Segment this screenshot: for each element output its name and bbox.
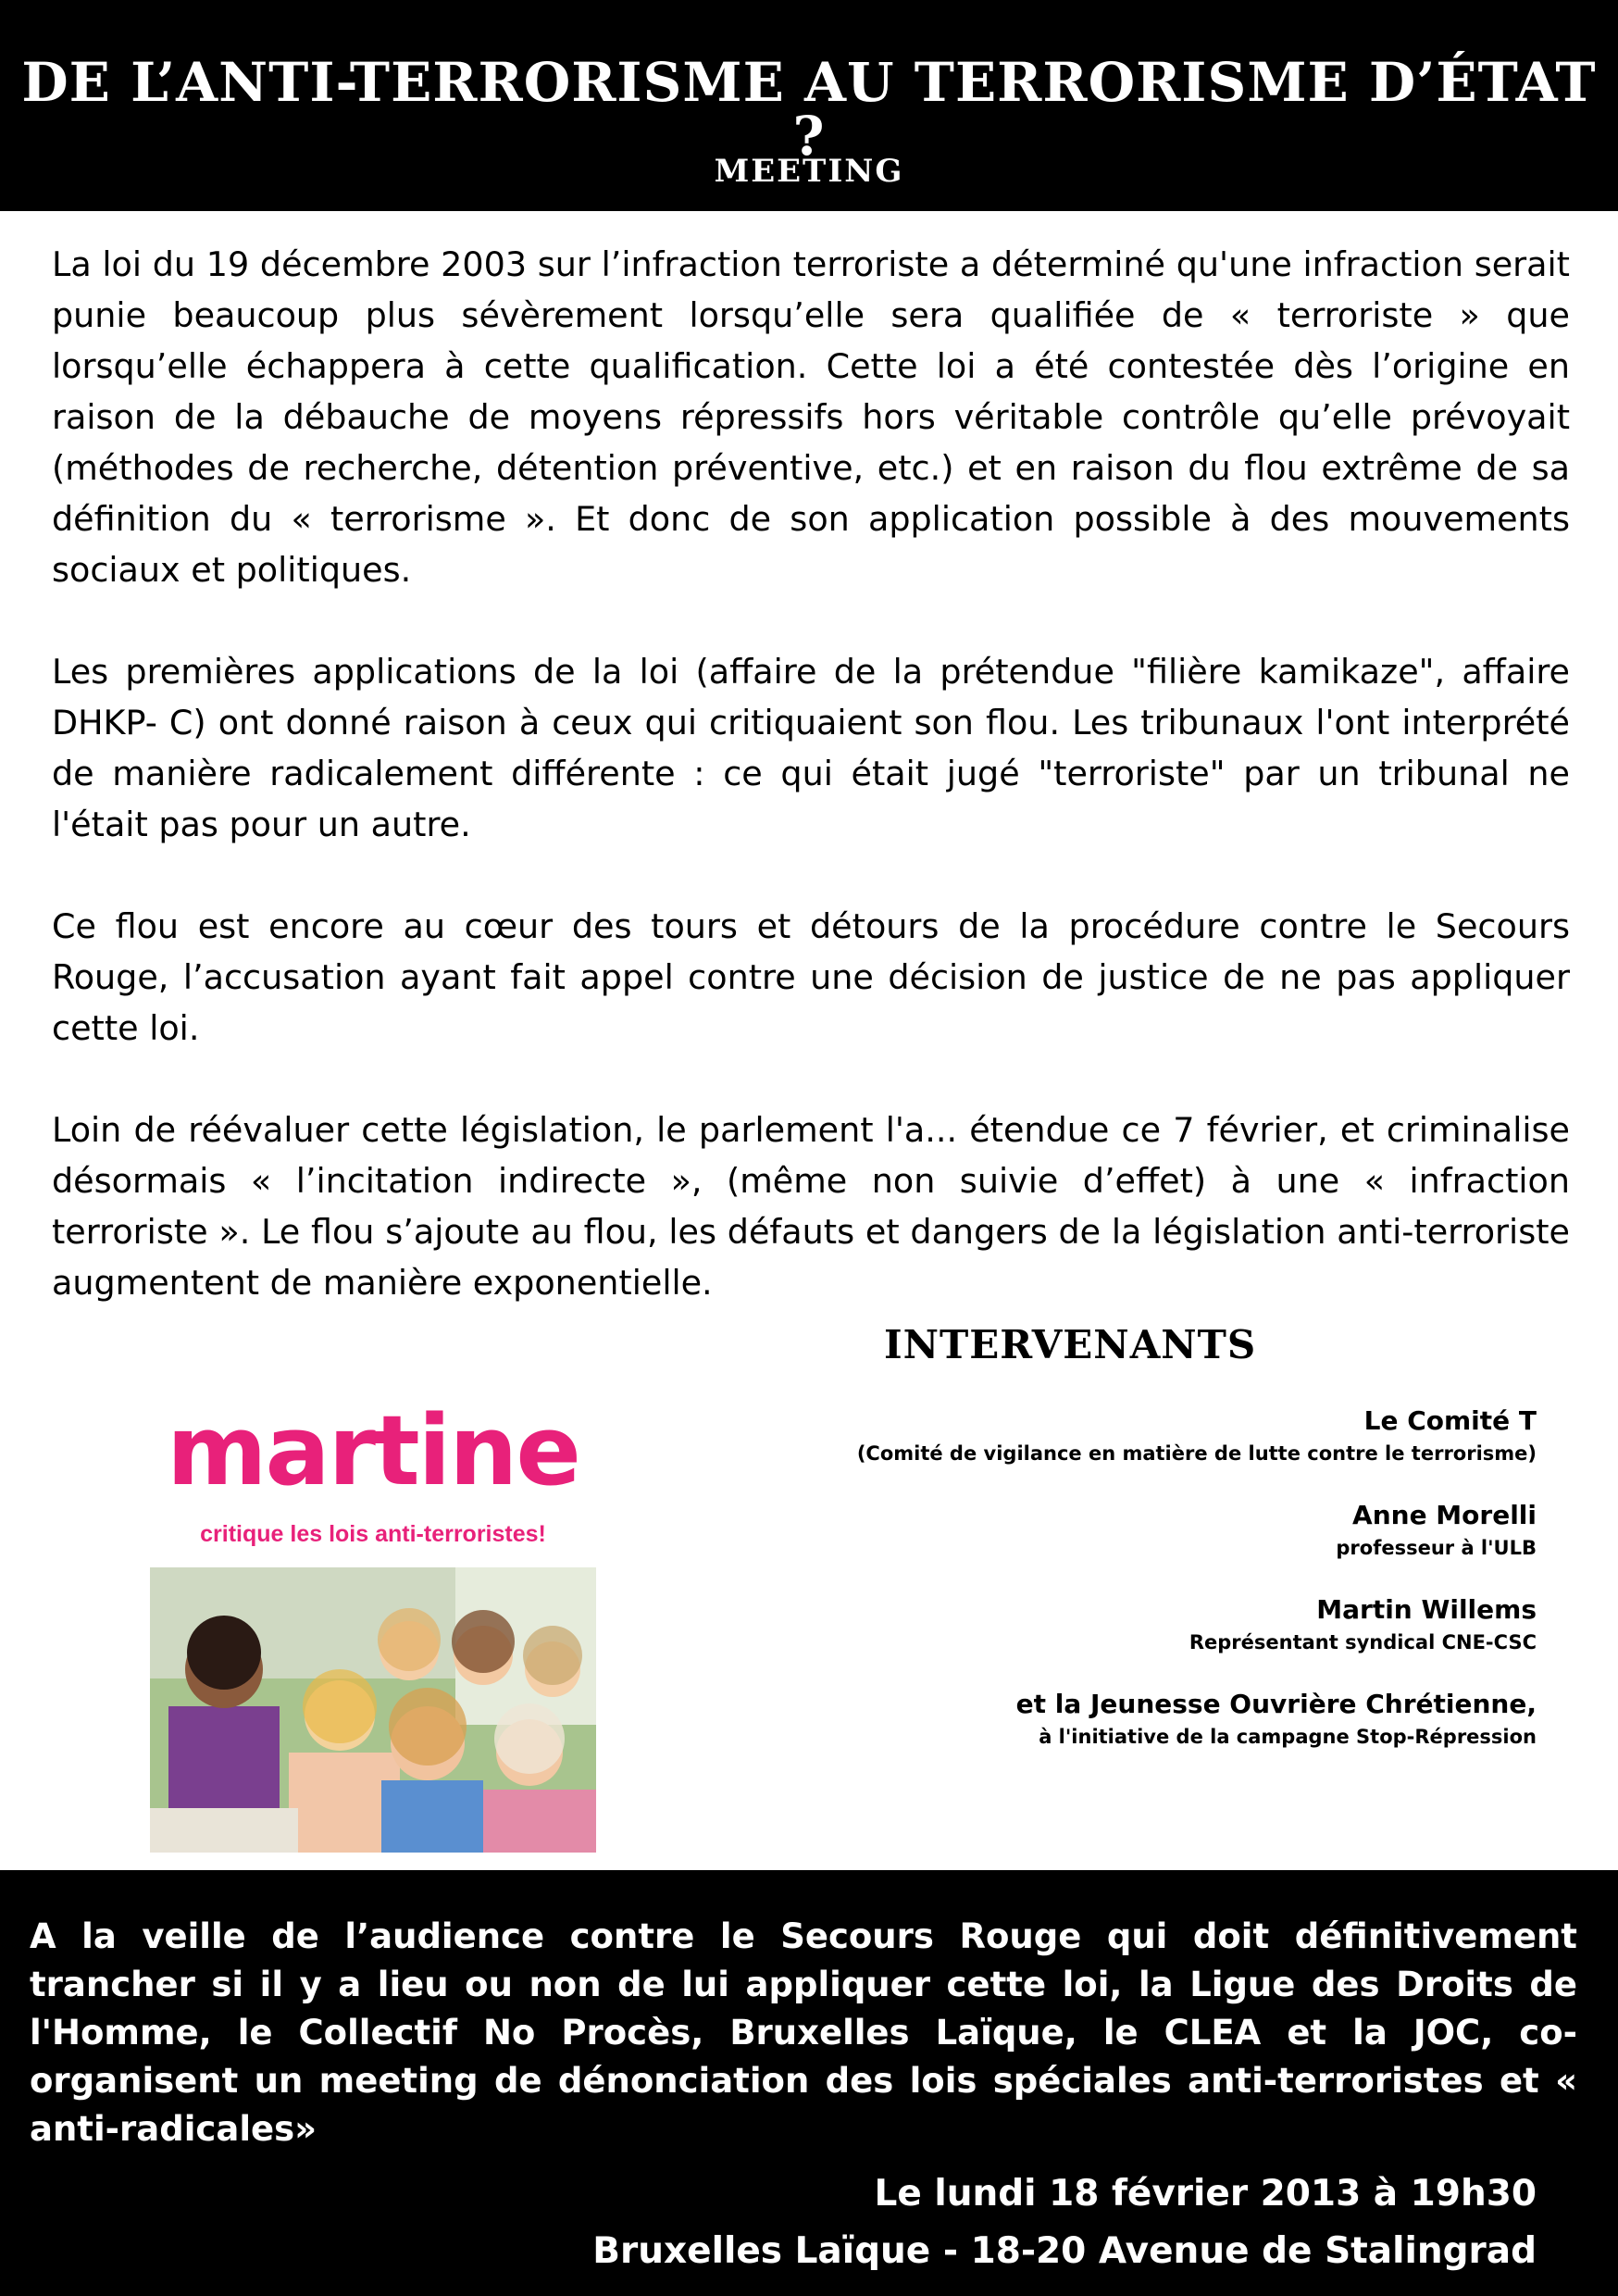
speaker-item xyxy=(703,1591,1537,1656)
event-location: Bruxelles Laïque - 18-20 Avenue de Stalingrad xyxy=(592,2230,1537,2272)
speaker-name: et la Jeunesse Ouvrière Chrétienne, xyxy=(1015,1689,1537,1719)
footer-banner xyxy=(0,1870,1618,2296)
speaker-name: Martin Willems xyxy=(1316,1594,1537,1625)
book-cover-image xyxy=(150,1403,596,1853)
paragraph-4: Loin de réévaluer cette législation, le parlement l'a... étendue ce 7 février, et criminalise désormais « l’incitation indirecte », (même non suivie d’effet) à une « infraction terroriste ». Le flou s’ajoute au flou, les défauts et dangers de la législation anti-terroriste augmentent de manière exponentielle. xyxy=(52,1110,1570,1303)
speaker-role: (Comité de vigilance en matière de lutte contre le terrorisme) xyxy=(856,1442,1537,1465)
page-title: DE L’ANTI-TERRORISME AU TERRORISME D’ÉTAT ? xyxy=(21,51,1597,168)
intervenants-heading: INTERVENANTS xyxy=(884,1322,1257,1367)
speaker-role: professeur à l'ULB xyxy=(1336,1537,1537,1559)
speaker-role: Représentant syndical CNE-CSC xyxy=(1189,1631,1537,1653)
cover-subtitle: critique les lois anti-terroristes! xyxy=(200,1521,546,1547)
paragraph-1: La loi du 19 décembre 2003 sur l’infraction terroriste a déterminé qu'une infraction serait punie beaucoup plus sévèrement lorsqu’elle sera qualifiée de « terroriste » que lorsqu’elle échappera à cette qualification. Cette loi a été contestée dès l’origine en raison de la débauche de moyens répressifs hors véritable contrôle qu’elle prévoyait (méthodes de recherche, détention préventive, etc.) et en raison du flou extrême de sa définition du « terrorisme ». Et donc de son application possible à des mouvements sociaux et politiques. xyxy=(52,244,1570,590)
event-date: Le lundi 18 février 2013 à 19h30 xyxy=(874,2173,1537,2215)
speaker-list xyxy=(703,1403,1537,1780)
cover-illustration xyxy=(150,1567,596,1853)
speaker-name: Le Comité T xyxy=(1363,1405,1537,1436)
speaker-item xyxy=(703,1686,1537,1751)
paragraph-2: Les premières applications de la loi (affaire de la prétendue "filière kamikaze", affaire DHKP- C) ont donné raison à ceux qui critiquaient son flou. Les tribunaux l'ont interprété de manière radicalement différente : ce qui était jugé "terroriste" par un tribunal ne l'était pas pour un autre. xyxy=(52,652,1570,844)
body-text xyxy=(52,239,1570,1359)
paragraph-3: Ce flou est encore au cœur des tours et détours de la procédure contre le Secours Rouge, l’accusation ayant fait appel contre une décision de justice de ne pas appliquer cette loi. xyxy=(52,906,1570,1048)
cover-title: martine xyxy=(167,1403,579,1507)
header-banner xyxy=(0,0,1618,211)
footer-text: A la veille de l’audience contre le Secours Rouge qui doit définitivement trancher si il y a lieu ou non de lui appliquer cette loi, la Ligue des Droits de l'Homme, le Collectif No Procès, Bruxelles Laïque, le CLEA et la JOC, co-organisent un meeting de dénonciation des lois spéciales anti-terroristes et « anti-radicales» xyxy=(30,1916,1577,2149)
speaker-role: à l'initiative de la campagne Stop-Répression xyxy=(1039,1726,1537,1748)
speaker-item xyxy=(703,1403,1537,1467)
speaker-item xyxy=(703,1497,1537,1562)
speaker-name: Anne Morelli xyxy=(1352,1500,1537,1530)
page-subtitle: MEETING xyxy=(714,153,904,190)
